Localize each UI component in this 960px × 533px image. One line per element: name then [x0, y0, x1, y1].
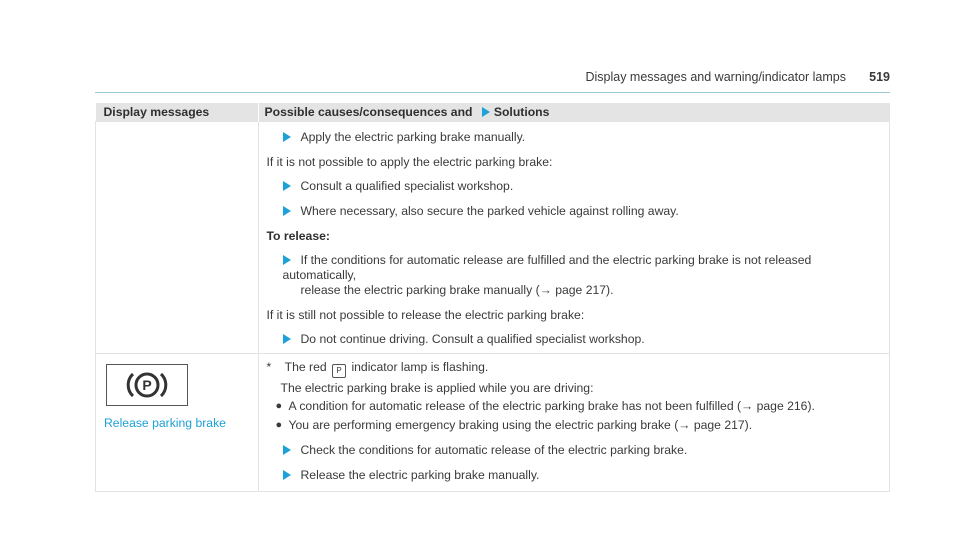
step-text-continued: release the electric parking brake manually (→ page 217). [300, 283, 614, 297]
row2-solutions-cell [258, 354, 890, 492]
step-item [283, 468, 880, 483]
step-item [283, 332, 880, 347]
step-text: Release the electric parking brake manually. [300, 468, 540, 482]
info-text: If it is still not possible to release the electric parking brake: [266, 308, 585, 322]
step-text: Consult a qualified specialist workshop. [300, 179, 514, 193]
step-text: Check the conditions for automatic release of the electric parking brake. [300, 443, 688, 457]
step-arrow-icon [283, 255, 291, 265]
header-title: Display messages and warning/indicator lamps [585, 70, 846, 84]
step-item [283, 204, 880, 219]
row1-solutions-cell [258, 122, 890, 354]
parking-brake-icon [126, 369, 168, 401]
bullet-icon: ● [275, 400, 283, 412]
bullet-text: You are performing emergency braking using the electric parking brake (→ page 217). [288, 418, 753, 432]
step-text: If the conditions for automatic release are fulfilled and the electric parking brake is not released automatically, [282, 253, 812, 282]
step-arrow-icon [283, 470, 291, 480]
step-arrow-icon [283, 206, 291, 216]
step-text: Apply the electric parking brake manually. [300, 130, 526, 144]
step-arrow-icon [283, 334, 291, 344]
bullet-text: A condition for automatic release of the electric parking brake has not been fulfilled (→ page 216). [288, 399, 815, 413]
row2-message-cell [96, 354, 259, 492]
parking-brake-icon-symbol: P [142, 377, 152, 393]
step-item [283, 130, 880, 145]
step-item [283, 179, 880, 194]
col-header-causes-label: Possible causes/consequences and [264, 105, 473, 119]
col-header-causes [258, 103, 890, 122]
page-number: 519 [869, 70, 890, 84]
info-text: The electric parking brake is applied while you are driving: [280, 381, 594, 395]
step-arrow-icon [283, 181, 291, 191]
display-messages-table [95, 103, 890, 492]
list-item [275, 418, 880, 433]
running-header [95, 68, 890, 93]
release-parking-brake-label: Release parking brake [104, 416, 226, 430]
table-row [96, 354, 890, 492]
col-header-display-messages: Display messages [96, 103, 259, 122]
table-row [96, 122, 890, 354]
parking-lamp-icon: P [332, 364, 346, 378]
lamp-text-post: indicator lamp is flashing. [351, 360, 489, 374]
step-arrow-icon [283, 445, 291, 455]
step-arrow-icon [283, 132, 291, 142]
step-item [283, 443, 880, 458]
info-text: If it is not possible to apply the electric parking brake: [266, 155, 553, 169]
solutions-arrow-icon [482, 107, 490, 117]
list-item [275, 399, 880, 414]
release-heading: To release: [266, 229, 330, 243]
col-header-solutions-label: Solutions [493, 105, 550, 119]
step-text: Where necessary, also secure the parked vehicle against rolling away. [300, 204, 679, 218]
star-marker: * [266, 360, 272, 374]
row1-message-cell [96, 122, 259, 354]
parking-brake-display-icon [106, 364, 188, 406]
step-item [283, 253, 880, 298]
bullet-icon: ● [275, 419, 283, 431]
step-text: Do not continue driving. Consult a qualified specialist workshop. [300, 332, 645, 346]
lamp-status-line [267, 360, 880, 378]
table-header-row [96, 103, 890, 122]
lamp-text-pre: The red [284, 360, 327, 374]
